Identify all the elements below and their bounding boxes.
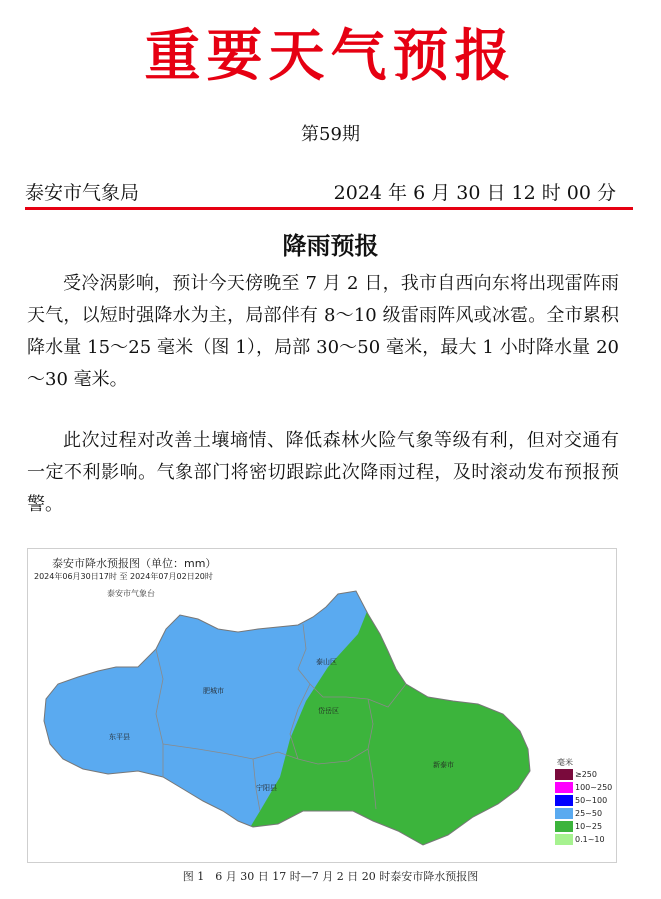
legend-unit: 毫米 bbox=[557, 758, 573, 767]
label-ningyang: 宁阳县 bbox=[256, 784, 277, 792]
issue-number: 第59期 bbox=[301, 124, 360, 145]
legend-item bbox=[555, 807, 611, 820]
legend-label: ≥250 bbox=[575, 770, 597, 779]
issuing-org: 泰安市气象局 bbox=[25, 182, 140, 204]
legend-item bbox=[555, 781, 611, 794]
red-divider bbox=[25, 207, 633, 210]
legend-swatch bbox=[555, 808, 573, 819]
paragraph-2: 此次过程对改善土壤墒情、降低森林火险气象等级有利，但对交通有一定不利影响。气象部门将密切跟踪此次降雨过程，及时滚动发布预报预警。 bbox=[27, 430, 619, 515]
map-issuer: 泰安市气象台 bbox=[107, 589, 155, 598]
legend-label: 10~25 bbox=[575, 822, 603, 831]
map-title: 泰安市降水预报图（单位：mm） bbox=[52, 557, 217, 570]
label-dongping: 东平县 bbox=[109, 733, 130, 741]
forecast-title: 降雨预报 bbox=[282, 232, 379, 260]
legend-label: 50~100 bbox=[575, 796, 608, 805]
legend-label: 100~250 bbox=[575, 783, 613, 792]
label-feicheng: 肥城市 bbox=[203, 687, 224, 695]
legend-swatch bbox=[555, 782, 573, 793]
paragraph-1: 受冷涡影响，预计今天傍晚至 7 月 2 日，我市自西向东将出现雷阵雨天气，以短时强降水为主，局部伴有 8～10 级雷雨阵风或冰雹。全市累积降水量 15～25 毫米（图 1），局部 30～50 毫米，最大 1 小时降水量 20～30 毫米。 bbox=[27, 273, 619, 390]
legend-label: 25~50 bbox=[575, 809, 603, 818]
legend-item bbox=[555, 794, 611, 807]
masthead: 重要天气预报 bbox=[144, 24, 517, 89]
legend-item bbox=[555, 833, 611, 846]
legend-swatch bbox=[555, 769, 573, 780]
legend-swatch bbox=[555, 795, 573, 806]
legend-item bbox=[555, 820, 611, 833]
precipitation-map bbox=[27, 548, 617, 863]
legend-swatch bbox=[555, 834, 573, 845]
issue-datetime: 2024 年 6 月 30 日 12 时 00 分 bbox=[333, 182, 616, 204]
figure-caption: 图 1 6 月 30 日 17 时—7 月 2 日 20 时泰安市降水预报图 bbox=[182, 870, 479, 883]
legend-item bbox=[555, 768, 611, 781]
label-xintai: 新泰市 bbox=[433, 761, 454, 769]
map-legend bbox=[555, 758, 611, 846]
legend-label: 0.1~10 bbox=[575, 835, 605, 844]
label-daiyue: 岱岳区 bbox=[318, 707, 339, 715]
legend-swatch bbox=[555, 821, 573, 832]
map-period: 2024年06月30日17时 至 2024年07月02日20时 bbox=[34, 572, 213, 581]
label-taishan: 泰山区 bbox=[316, 658, 337, 666]
